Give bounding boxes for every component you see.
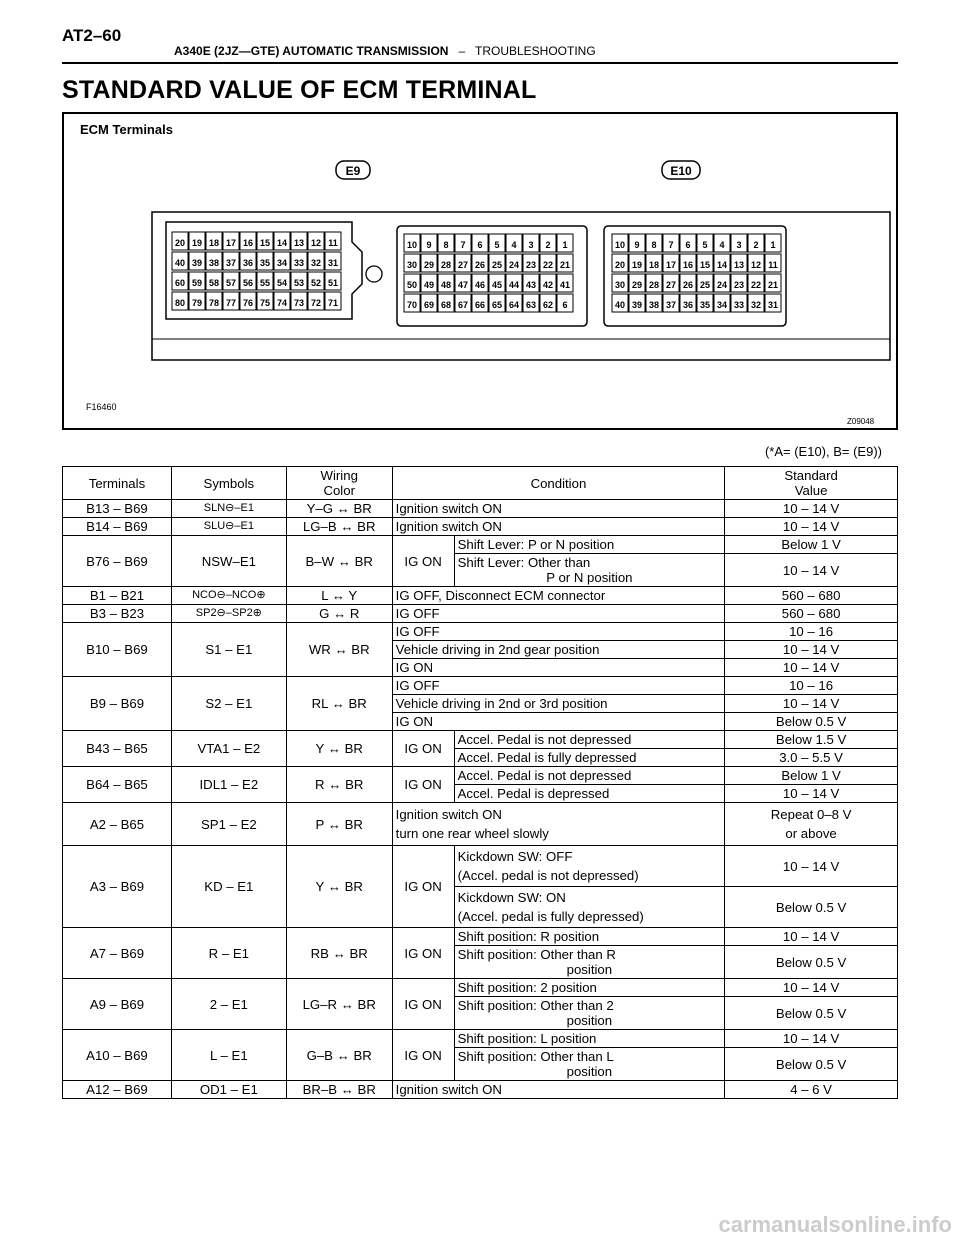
middle-pin-label: 7 — [460, 240, 466, 250]
cell-value: Below 1 V — [725, 536, 898, 554]
middle-pin-label: 6 — [562, 300, 568, 310]
col-wiring — [286, 467, 392, 500]
middle-pin-label: 30 — [406, 260, 418, 270]
cell-value: Below 0.5 V — [725, 946, 898, 979]
middle-pin-label: 45 — [491, 280, 503, 290]
e10-pin-label: 22 — [750, 280, 762, 290]
e9-pin-label: 34 — [276, 258, 288, 268]
e9-pin-label: 15 — [259, 238, 271, 248]
e9-pin-label: 33 — [293, 258, 305, 268]
cell-terminals: B3 – B23 — [63, 605, 172, 623]
cell-condition: Vehicle driving in 2nd gear position — [392, 641, 725, 659]
condition-line2: position — [566, 962, 613, 977]
table-row — [63, 623, 898, 641]
cell-symbols: SP2⊖–SP2⊕ — [171, 605, 286, 623]
e10-pin-label: 30 — [614, 280, 626, 290]
figure-id: F16460 — [86, 402, 117, 412]
middle-pin-label: 44 — [508, 280, 520, 290]
condition-line2: position — [566, 1013, 613, 1028]
e10-pin-label: 39 — [631, 300, 643, 310]
table-row — [63, 1081, 898, 1099]
cell-symbols: SLN⊖–E1 — [171, 500, 286, 518]
middle-pin-label: 68 — [440, 300, 452, 310]
cell-condition: IG OFF — [392, 623, 725, 641]
cell-wiring: RL ↔ BR — [286, 677, 392, 731]
table-row — [63, 846, 898, 887]
table-row — [63, 518, 898, 536]
cell-condition: Shift position: R position — [454, 928, 725, 946]
e10-pin-label: 38 — [648, 300, 660, 310]
e9-pin-label: 38 — [208, 258, 220, 268]
e9-pin-label: 57 — [225, 278, 237, 288]
cell-value: 10 – 14 V — [725, 641, 898, 659]
cell-wiring: R ↔ BR — [286, 767, 392, 803]
cell-ig: IG ON — [392, 731, 454, 767]
cell-condition: IG OFF — [392, 677, 725, 695]
cell-condition: Vehicle driving in 2nd or 3rd position — [392, 695, 725, 713]
e9-pin-label: 54 — [276, 278, 288, 288]
cell-value: 10 – 14 V — [725, 1030, 898, 1048]
running-header — [174, 44, 596, 58]
e10-pin-label: 18 — [648, 260, 660, 270]
cell-symbols: R – E1 — [171, 928, 286, 979]
cell-terminals: A2 – B65 — [63, 803, 172, 846]
e9-pin-label: 77 — [225, 298, 237, 308]
cell-condition: Ignition switch ON — [392, 500, 725, 518]
e10-pin-label: 23 — [733, 280, 745, 290]
cell-terminals: B1 – B21 — [63, 587, 172, 605]
middle-pin-label: 28 — [440, 260, 452, 270]
cell-terminals: B76 – B69 — [63, 536, 172, 587]
middle-pin-label: 67 — [457, 300, 469, 310]
ecm-terminal-figure — [62, 112, 898, 430]
cell-condition: IG ON — [392, 713, 725, 731]
middle-pin-label: 47 — [457, 280, 469, 290]
middle-pin-label: 5 — [494, 240, 500, 250]
e9-pin-label: 75 — [259, 298, 271, 308]
cell-terminals: B10 – B69 — [63, 623, 172, 677]
cell-condition: Accel. Pedal is depressed — [454, 785, 725, 803]
ecm-connector-diagram — [64, 114, 896, 428]
e10-pin-label: 11 — [768, 260, 778, 270]
cell-wiring: Y ↔ BR — [286, 731, 392, 767]
cell-ig: IG ON — [392, 767, 454, 803]
condition-line1: Kickdown SW: OFF — [457, 849, 573, 864]
middle-pin-label: 66 — [474, 300, 486, 310]
cell-condition: Accel. Pedal is not depressed — [454, 731, 725, 749]
condition-line1: Shift position: Other than R — [457, 947, 616, 962]
page-title: STANDARD VALUE OF ECM TERMINAL — [62, 76, 537, 104]
cell-terminals: B14 – B69 — [63, 518, 172, 536]
e10-pin-label: 35 — [699, 300, 711, 310]
cell-condition — [454, 1048, 725, 1081]
table-row — [63, 587, 898, 605]
e10-pin-label: 19 — [631, 260, 643, 270]
cell-symbols: S1 – E1 — [171, 623, 286, 677]
cell-value: Below 0.5 V — [725, 997, 898, 1030]
section-title: TROUBLESHOOTING — [474, 44, 596, 58]
cell-terminals: A12 – B69 — [63, 1081, 172, 1099]
cell-value: Below 0.5 V — [725, 1048, 898, 1081]
table-row — [63, 928, 898, 946]
middle-pin-label: 46 — [474, 280, 486, 290]
cell-symbols: 2 – E1 — [171, 979, 286, 1030]
cell-condition: Accel. Pedal is not depressed — [454, 767, 725, 785]
condition-line1: Shift position: Other than 2 — [457, 998, 614, 1013]
cell-condition: IG OFF — [392, 605, 725, 623]
middle-pin-label: 3 — [528, 240, 534, 250]
middle-pin-label: 69 — [423, 300, 435, 310]
e9-pin-label: 35 — [259, 258, 271, 268]
condition-line2: (Accel. pedal is not depressed) — [457, 868, 639, 883]
middle-pin-label: 23 — [525, 260, 537, 270]
cell-wiring: L ↔ Y — [286, 587, 392, 605]
cell-value: 10 – 14 V — [725, 928, 898, 946]
middle-pin-label: 43 — [525, 280, 537, 290]
cell-condition: IG OFF, Disconnect ECM connector — [392, 587, 725, 605]
e10-pin-label: 9 — [634, 240, 640, 250]
cell-terminals: B43 – B65 — [63, 731, 172, 767]
e10-pin-label: 17 — [665, 260, 677, 270]
e10-pin-label: 40 — [614, 300, 626, 310]
middle-pin-label: 1 — [562, 240, 568, 250]
ecm-terminal-table — [62, 466, 898, 1099]
cell-ig: IG ON — [392, 846, 454, 928]
e9-pin-label: 36 — [242, 258, 254, 268]
middle-pin-label: 25 — [491, 260, 503, 270]
cell-value: Below 1.5 V — [725, 731, 898, 749]
e9-pin-label: 76 — [242, 298, 254, 308]
middle-pin-label: 63 — [525, 300, 537, 310]
middle-pin-label: 29 — [423, 260, 435, 270]
table-row — [63, 677, 898, 695]
e9-pin-label: 32 — [310, 258, 322, 268]
e10-pin-label: 4 — [719, 240, 725, 250]
header-rule — [62, 62, 898, 64]
col-condition: Condition — [392, 467, 725, 500]
e10-pin-label: 31 — [767, 300, 779, 310]
cell-wiring: RB ↔ BR — [286, 928, 392, 979]
condition-line2: turn one rear wheel slowly — [395, 826, 549, 841]
col-standard-line2: Value — [794, 483, 828, 498]
cell-symbols: NSW–E1 — [171, 536, 286, 587]
cell-value: 10 – 14 V — [725, 500, 898, 518]
table-row — [63, 731, 898, 749]
figure-code: Z09048 — [847, 417, 875, 426]
condition-line1: Ignition switch ON — [395, 807, 502, 822]
cell-value: Below 0.5 V — [725, 887, 898, 928]
cell-wiring: Y ↔ BR — [286, 846, 392, 928]
col-symbols: Symbols — [171, 467, 286, 500]
e10-pin-label: 7 — [668, 240, 674, 250]
middle-pin-label: 21 — [559, 260, 571, 270]
e9-pin-label: 53 — [293, 278, 305, 288]
middle-pin-label: 41 — [559, 280, 571, 290]
middle-pin-label: 27 — [457, 260, 469, 270]
table-row — [63, 767, 898, 785]
e9-pin-label: 56 — [242, 278, 254, 288]
page-number: AT2–60 — [62, 26, 122, 45]
e9-label: E9 — [345, 164, 361, 178]
e10-pin-label: 13 — [733, 260, 745, 270]
cell-value: 10 – 14 V — [725, 695, 898, 713]
cell-condition — [454, 887, 725, 928]
cell-wiring: P ↔ BR — [286, 803, 392, 846]
cell-symbols: OD1 – E1 — [171, 1081, 286, 1099]
cell-symbols: VTA1 – E2 — [171, 731, 286, 767]
cell-value: 10 – 14 V — [725, 518, 898, 536]
e10-pin-label: 29 — [631, 280, 643, 290]
cell-value — [725, 803, 898, 846]
figure-caption: ECM Terminals — [80, 122, 173, 137]
cell-value: 560 – 680 — [725, 587, 898, 605]
e10-pin-label: 26 — [682, 280, 694, 290]
cell-terminals: A7 – B69 — [63, 928, 172, 979]
cell-value: Below 1 V — [725, 767, 898, 785]
e10-pin-label: 32 — [750, 300, 762, 310]
cell-condition: Shift position: L position — [454, 1030, 725, 1048]
e10-pin-label: 33 — [733, 300, 745, 310]
middle-pin-label: 4 — [511, 240, 517, 250]
e10-pin-label: 37 — [665, 300, 677, 310]
table-row — [63, 979, 898, 997]
e10-pin-label: 36 — [682, 300, 694, 310]
cell-terminals: A3 – B69 — [63, 846, 172, 928]
cell-value: 4 – 6 V — [725, 1081, 898, 1099]
e10-pin-label: 12 — [750, 260, 762, 270]
col-wiring-line2: Color — [323, 483, 355, 498]
cell-condition — [454, 946, 725, 979]
cell-terminals: B9 – B69 — [63, 677, 172, 731]
table-row — [63, 1030, 898, 1048]
cell-wiring: Y–G ↔ BR — [286, 500, 392, 518]
table-row — [63, 536, 898, 554]
cell-condition — [454, 997, 725, 1030]
cell-symbols: SLU⊖–E1 — [171, 518, 286, 536]
cell-value: 3.0 – 5.5 V — [725, 749, 898, 767]
e10-pin-label: 16 — [682, 260, 694, 270]
middle-pin-label: 49 — [423, 280, 435, 290]
e10-pin-label: 5 — [702, 240, 708, 250]
e10-pin-label: 20 — [614, 260, 626, 270]
cell-terminals: A10 – B69 — [63, 1030, 172, 1081]
e9-pin-label: 52 — [310, 278, 322, 288]
e9-pin-label: 19 — [191, 238, 203, 248]
cell-symbols: SP1 – E2 — [171, 803, 286, 846]
cell-condition — [454, 846, 725, 887]
table-row — [63, 803, 898, 846]
cell-ig: IG ON — [392, 928, 454, 979]
middle-pin-label: 62 — [542, 300, 554, 310]
middle-pin-label: 26 — [474, 260, 486, 270]
condition-line1: Shift Lever: Other than — [457, 555, 591, 570]
value-line2: or above — [785, 826, 837, 841]
cell-condition: IG ON — [392, 659, 725, 677]
cell-condition: Ignition switch ON — [392, 518, 725, 536]
cell-value: 10 – 14 V — [725, 785, 898, 803]
middle-pin-label: 2 — [545, 240, 551, 250]
middle-pin-label: 9 — [426, 240, 432, 250]
e9-pin-label: 74 — [276, 298, 288, 308]
cell-wiring: G ↔ R — [286, 605, 392, 623]
cell-value: 10 – 14 V — [725, 554, 898, 587]
header-separator: – — [458, 44, 466, 58]
condition-line2: position — [566, 1064, 613, 1079]
e9-pin-label: 39 — [191, 258, 203, 268]
cell-terminals: A9 – B69 — [63, 979, 172, 1030]
e10-pin-label: 3 — [736, 240, 742, 250]
e9-pin-label: 55 — [259, 278, 271, 288]
e9-pin-label: 59 — [191, 278, 203, 288]
e10-pin-label: 27 — [665, 280, 677, 290]
e9-pin-label: 18 — [208, 238, 220, 248]
e9-pin-label: 11 — [328, 238, 338, 248]
watermark: carmanualsonline.info — [718, 1212, 952, 1237]
cell-ig: IG ON — [392, 1030, 454, 1081]
middle-pin-label: 10 — [406, 240, 418, 250]
e10-pin-label: 2 — [753, 240, 759, 250]
e10-pin-label: 15 — [699, 260, 711, 270]
e10-pin-label: 28 — [648, 280, 660, 290]
cell-wiring: BR–B ↔ BR — [286, 1081, 392, 1099]
cell-wiring: LG–R ↔ BR — [286, 979, 392, 1030]
table-row — [63, 500, 898, 518]
middle-pin-label: 48 — [440, 280, 452, 290]
cell-wiring: B–W ↔ BR — [286, 536, 392, 587]
cell-symbols: S2 – E1 — [171, 677, 286, 731]
col-wiring-line1: Wiring — [320, 468, 358, 483]
mounting-hole — [366, 266, 382, 282]
cell-symbols: IDL1 – E2 — [171, 767, 286, 803]
e9-pin-label: 58 — [208, 278, 220, 288]
cell-wiring: LG–B ↔ BR — [286, 518, 392, 536]
cell-value: 10 – 14 V — [725, 979, 898, 997]
e9-pin-label: 51 — [327, 278, 339, 288]
e9-pin-label: 16 — [242, 238, 254, 248]
middle-pin-label: 24 — [508, 260, 520, 270]
e9-pin-label: 60 — [174, 278, 186, 288]
cell-condition — [454, 554, 725, 587]
cell-condition: Ignition switch ON — [392, 1081, 725, 1099]
middle-pin-label: 64 — [508, 300, 520, 310]
cell-value: 10 – 16 — [725, 677, 898, 695]
middle-pin-label: 50 — [406, 280, 418, 290]
cell-condition — [392, 803, 725, 846]
e10-pin-label: 14 — [716, 260, 728, 270]
e10-pin-label: 1 — [770, 240, 776, 250]
col-standard-line1: Standard — [784, 468, 838, 483]
e10-pin-label: 34 — [716, 300, 728, 310]
cell-condition: Shift Lever: P or N position — [454, 536, 725, 554]
e9-pin-label: 72 — [310, 298, 322, 308]
cell-value: Below 0.5 V — [725, 713, 898, 731]
e9-pin-label: 37 — [225, 258, 237, 268]
cell-value: 10 – 14 V — [725, 846, 898, 887]
e10-pin-label: 8 — [651, 240, 657, 250]
e9-pin-label: 71 — [327, 298, 339, 308]
cell-value: 10 – 16 — [725, 623, 898, 641]
col-standard — [725, 467, 898, 500]
e10-pin-label: 21 — [767, 280, 779, 290]
cell-symbols: L – E1 — [171, 1030, 286, 1081]
e9-pin-label: 73 — [293, 298, 305, 308]
condition-line1: Kickdown SW: ON — [457, 890, 566, 905]
e10-label: E10 — [670, 164, 692, 178]
cell-wiring: WR ↔ BR — [286, 623, 392, 677]
cell-condition: Accel. Pedal is fully depressed — [454, 749, 725, 767]
e9-pin-label: 79 — [191, 298, 203, 308]
middle-pin-label: 65 — [491, 300, 503, 310]
col-terminals: Terminals — [63, 467, 172, 500]
cell-value: 10 – 14 V — [725, 659, 898, 677]
cell-terminals: B13 – B69 — [63, 500, 172, 518]
middle-pin-label: 8 — [443, 240, 449, 250]
condition-line2: (Accel. pedal is fully depressed) — [457, 909, 644, 924]
cell-ig: IG ON — [392, 536, 454, 587]
table-row — [63, 605, 898, 623]
cell-symbols: KD – E1 — [171, 846, 286, 928]
e9-pin-label: 20 — [174, 238, 186, 248]
condition-line2: P or N position — [546, 570, 633, 585]
e9-pin-label: 17 — [225, 238, 237, 248]
e9-pin-label: 40 — [174, 258, 186, 268]
e9-pin-label: 13 — [293, 238, 305, 248]
e9-pin-label: 80 — [174, 298, 186, 308]
cell-ig: IG ON — [392, 979, 454, 1030]
manual-title: A340E (2JZ—GTE) AUTOMATIC TRANSMISSION — [174, 44, 449, 58]
middle-pin-label: 42 — [542, 280, 554, 290]
connector-note: (*A= (E10), B= (E9)) — [764, 444, 882, 459]
middle-pin-label: 6 — [477, 240, 483, 250]
value-line1: Repeat 0–8 V — [770, 807, 852, 822]
e10-pin-label: 10 — [614, 240, 626, 250]
table-header-row — [63, 467, 898, 500]
middle-pin-label: 70 — [406, 300, 418, 310]
cell-condition: Shift position: 2 position — [454, 979, 725, 997]
e9-pin-label: 31 — [327, 258, 339, 268]
cell-terminals: B64 – B65 — [63, 767, 172, 803]
cell-symbols: NCO⊖–NCO⊕ — [171, 587, 286, 605]
cell-wiring: G–B ↔ BR — [286, 1030, 392, 1081]
middle-pin-label: 22 — [542, 260, 554, 270]
terminal-pins — [172, 232, 781, 312]
e9-pin-label: 14 — [276, 238, 288, 248]
cell-value: 560 – 680 — [725, 605, 898, 623]
e9-pin-label: 12 — [310, 238, 322, 248]
e9-pin-label: 78 — [208, 298, 220, 308]
e10-pin-label: 25 — [699, 280, 711, 290]
e10-pin-label: 24 — [716, 280, 728, 290]
condition-line1: Shift position: Other than L — [457, 1049, 614, 1064]
e10-pin-label: 6 — [685, 240, 691, 250]
